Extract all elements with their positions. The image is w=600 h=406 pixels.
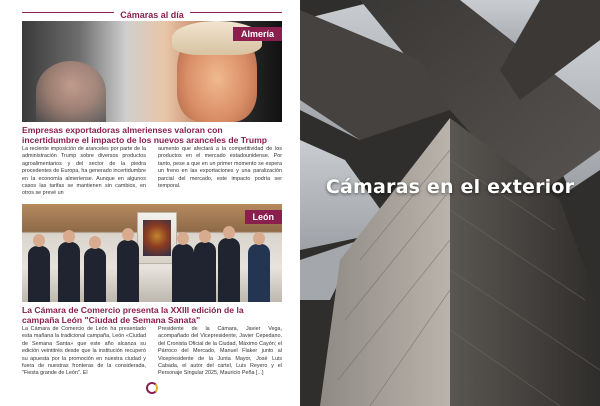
article1-body-col1: La reciente imposición de aranceles por parte de la administración Trump sobre diversos productos agroalimentarios y del sector de la piedra procedentes de Europa, ha generado incertidumbre en la economía almeriense. Aunque en algunos casos las tarifas se mantienen sin cambios, en otros se prevé un xyxy=(22,146,146,197)
article2-photo xyxy=(22,204,282,302)
article1-photo-background-figure xyxy=(36,61,106,122)
article2-photo-person xyxy=(28,246,50,302)
article2-body xyxy=(22,326,282,378)
article2-photo-person xyxy=(248,244,270,302)
cover-title: Cámaras en el exterior xyxy=(325,176,575,198)
article2-location-tag: León xyxy=(245,210,283,224)
architecture-background xyxy=(300,0,600,406)
section-title: Cámaras al día xyxy=(114,8,190,22)
article2-photo-person xyxy=(194,242,216,302)
article2-body-col1: La Cámara de Comercio de León ha presentado esta mañana la tradicional campaña, León «Ciudad de Semana Santa» que este año alcanza su edición veintitrés desde que la institución recuperó su apuesta por la promoción en nuestra ciudad y fuera de nuestras fronteras de la considerada, "Fiesta grande de León". El xyxy=(22,326,146,377)
article1-body xyxy=(22,146,282,198)
article2-photo-person xyxy=(218,238,240,302)
article2-photo-person xyxy=(58,242,80,302)
article1-location-tag: Almería xyxy=(233,27,282,41)
article2-photo-person xyxy=(172,244,194,302)
section-header xyxy=(22,5,282,19)
right-page-cover xyxy=(300,0,600,406)
article2-photo-poster xyxy=(143,220,171,256)
article2-photo-person xyxy=(84,248,106,302)
camara-logo-icon xyxy=(146,382,158,394)
article1-body-col2: aumento que afectará a la competitividad de los productos en el mercado estadounidense. Por tanto, pese a que en un primer momento se espera un freno en las exportaciones y una paralización parcial del mercado, este impacto podría ser temporal. xyxy=(158,146,282,190)
article1-headline[interactable]: Empresas exportadoras almerienses valoran con incertidumbre el impacto de los nuevos aranceles de Trump xyxy=(22,125,267,145)
article2-headline[interactable]: La Cámara de Comercio presenta la XXIII edición de la campaña León "Ciudad de Semana Sanata" xyxy=(22,305,244,325)
article2-photo-person xyxy=(117,240,139,302)
article1-photo xyxy=(22,21,282,122)
article2-body-col2: Presidente de la Cámara, Javier Vega, acompañado del Vicepresidente, Javier Cepedano, del Cronista Oficial de la Ciudad, Máximo Cayón; el Párroco del Mercado, Manuel Flaker junto al Vicepresidente de la Junta Mayor, José Luis Cabada, el autor del cartel, Luis Reyero y el Personaje Singular 2025, Mauricio Peña [...] xyxy=(158,326,282,377)
